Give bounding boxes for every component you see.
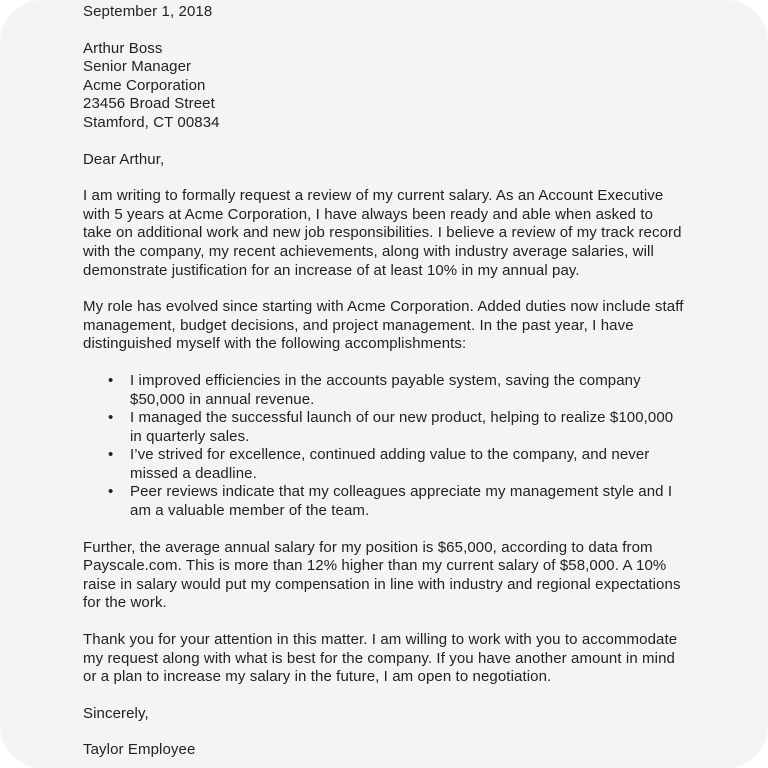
list-item xyxy=(83,483,684,520)
paragraph-request: I am writing to formally request a review of my current salary. As an Account Executive with 5 years at Acme Corporation, I have always been ready and able when asked to take on additional work and new job responsibilities. I believe a review of my track record with the company, my recent achievements, along with industry average salaries, will demonstrate justification for an increase of at least 10% in my annual pay. xyxy=(83,187,682,279)
list-item-text: I improved efficiencies in the accounts payable system, saving the company $50,000 in annual revenue. xyxy=(130,371,641,408)
list-item xyxy=(83,372,684,409)
bullet-icon: • xyxy=(108,409,114,427)
recipient-name: Arthur Boss xyxy=(83,39,163,57)
accomplishments-list xyxy=(83,372,684,521)
recipient-company: Acme Corporation xyxy=(83,76,206,94)
list-item-text: I managed the successful launch of our new product, helping to realize $100,000 in quarterly sales. xyxy=(130,409,674,445)
list-item xyxy=(83,446,684,483)
paragraph-thanks: Thank you for your attention in this matter. I am willing to work with you to accommodate my request along with what is best for the company. If you have another amount in mind or a plan to increase my salary in the future, I am open to negotiation. xyxy=(83,631,678,686)
letter-date: September 1, 2018 xyxy=(83,3,213,20)
valediction: Sincerely, xyxy=(83,704,149,722)
recipient-city-state-zip: Stamford, CT 00834 xyxy=(83,113,220,131)
list-item xyxy=(83,409,684,446)
paragraph-salary-data: Further, the average annual salary for my position is $65,000, according to data from Payscale.com. This is more than 12% higher than my current salary of $58,000. A 10% raise in salary would put my compensation in line with industry and regional expectations for the work. xyxy=(83,538,681,612)
signature-name: Taylor Employee xyxy=(83,741,196,759)
recipient-street: 23456 Broad Street xyxy=(83,95,215,113)
list-item-text: Peer reviews indicate that my colleagues appreciate my management style and I am a valuable member of the team. xyxy=(130,483,673,520)
list-item-text: I’ve strived for excellence, continued adding value to the company, and never missed a deadline. xyxy=(130,446,650,482)
recipient-title: Senior Manager xyxy=(83,58,192,76)
recipient-address-block xyxy=(83,40,684,133)
bullet-icon: • xyxy=(108,371,114,389)
salutation: Dear Arthur, xyxy=(83,150,165,168)
paragraph-role-evolution: My role has evolved since starting with Acme Corporation. Added duties now include staff management, budget decisions, and project management. In the past year, I have distinguished myself with the following accomplishments: xyxy=(83,298,684,353)
bullet-icon: • xyxy=(108,446,114,464)
bullet-icon: • xyxy=(108,483,114,501)
